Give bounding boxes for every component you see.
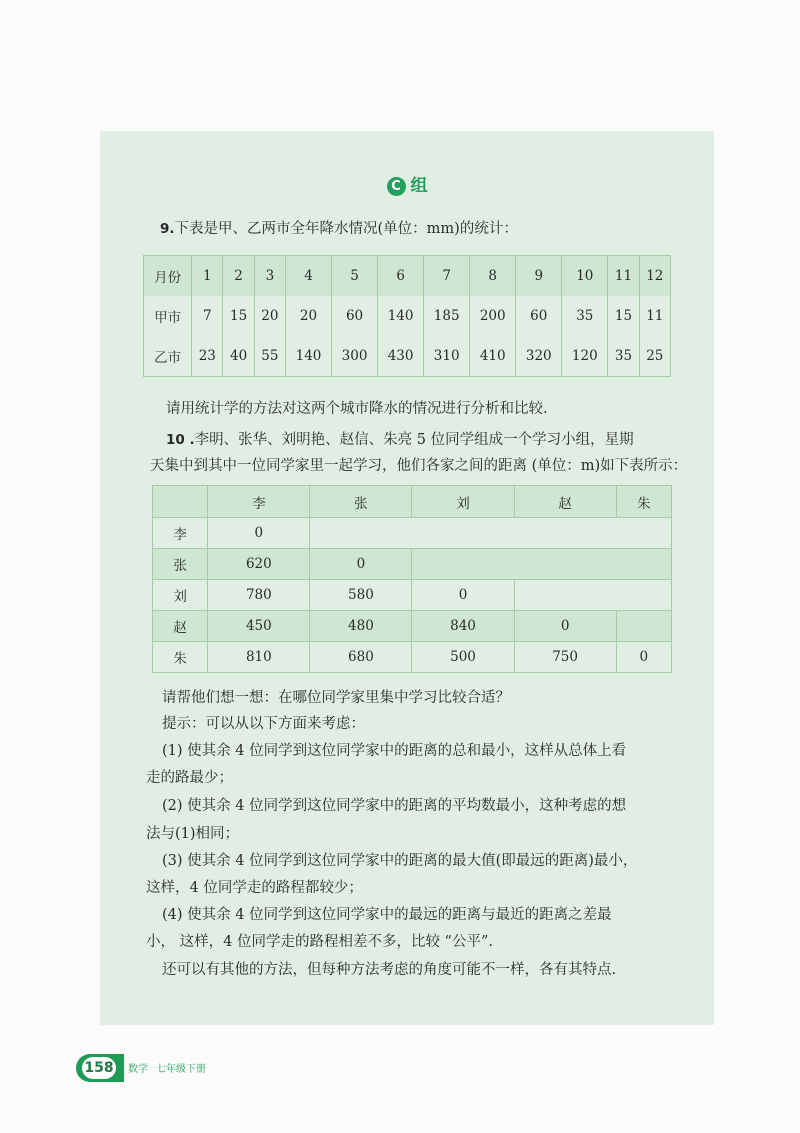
q10-hint: 提示：可以从以下方面来考虑： <box>162 716 365 732</box>
rainfall-header-cell: 10 <box>562 256 608 297</box>
distance-row-label: 张 <box>153 549 208 580</box>
book-grade: 七年级下册 <box>156 1064 206 1075</box>
rainfall-header-cell: 8 <box>470 256 516 297</box>
rainfall-cell: 310 <box>424 336 470 377</box>
rainfall-cell: 60 <box>516 296 562 336</box>
group-heading <box>100 171 714 196</box>
rainfall-row-jia <box>144 296 671 336</box>
rainfall-cell: 20 <box>254 296 285 336</box>
rainfall-cell: 120 <box>562 336 608 377</box>
rainfall-header-cell: 月份 <box>144 256 192 297</box>
rainfall-cell: 200 <box>470 296 516 336</box>
rainfall-header-row <box>144 256 671 297</box>
rainfall-cell: 430 <box>378 336 424 377</box>
distance-header-cell: 朱 <box>616 486 671 518</box>
distance-cell: 0 <box>412 580 514 611</box>
rainfall-header-cell: 9 <box>516 256 562 297</box>
distance-row-label: 朱 <box>153 642 208 673</box>
rainfall-header-cell: 11 <box>608 256 639 297</box>
distance-row <box>153 518 672 549</box>
hint4-line1: (4) 使其余 4 位同学到这位同学家中的最远的距离与最近的距离之差最 <box>162 907 612 923</box>
exercise-panel <box>100 131 714 1025</box>
page-number: 158 <box>82 1057 116 1079</box>
rainfall-cell: 35 <box>608 336 639 377</box>
distance-row <box>153 580 672 611</box>
rainfall-header-cell: 6 <box>378 256 424 297</box>
rainfall-cell: 140 <box>378 296 424 336</box>
rainfall-cell: 320 <box>516 336 562 377</box>
distance-row-label: 刘 <box>153 580 208 611</box>
distance-cell: 0 <box>208 518 310 549</box>
q10-line2: 天集中到其中一位同学家里一起学习，他们各家之间的距离 (单位：m)如下表所示： <box>150 458 688 474</box>
book-subject: 数学 <box>128 1064 148 1075</box>
distance-cell: 0 <box>616 642 671 673</box>
distance-header-cell: 张 <box>310 486 412 518</box>
q10-closing: 还可以有其他的方法，但每种方法考虑的角度可能不一样，各有其特点. <box>162 962 617 978</box>
distance-row <box>153 611 672 642</box>
distance-header-cell: 刘 <box>412 486 514 518</box>
page-footer <box>76 1054 336 1082</box>
distance-cell: 620 <box>208 549 310 580</box>
distance-cell: 0 <box>310 549 412 580</box>
rainfall-cell: 乙市 <box>144 336 192 377</box>
distance-cell: 780 <box>208 580 310 611</box>
rainfall-cell: 60 <box>332 296 378 336</box>
book-info <box>128 1060 214 1075</box>
rainfall-table <box>143 255 671 377</box>
hint4-line2: 小， 这样，4 位同学走的路程相差不多，比较 “公平”. <box>146 934 493 950</box>
rainfall-cell: 23 <box>192 336 223 377</box>
hint2-line2: 法与(1)相同； <box>146 826 240 842</box>
distance-header-cell: 李 <box>208 486 310 518</box>
distance-row-label: 李 <box>153 518 208 549</box>
distance-cell: 500 <box>412 642 514 673</box>
rainfall-cell: 35 <box>562 296 608 336</box>
rainfall-cell: 7 <box>192 296 223 336</box>
distance-header-cell <box>153 486 208 518</box>
distance-empty <box>412 549 672 580</box>
rainfall-cell: 410 <box>470 336 516 377</box>
q9-number: 9. <box>160 221 175 237</box>
q9-stem <box>160 219 518 239</box>
rainfall-header-cell: 7 <box>424 256 470 297</box>
q10-line1 <box>166 430 634 450</box>
distance-cell: 0 <box>514 611 616 642</box>
hint3-line1: (3) 使其余 4 位同学到这位同学家中的距离的最大值(即最远的距离)最小， <box>162 853 638 869</box>
distance-row <box>153 549 672 580</box>
hint1-line1: (1) 使其余 4 位同学到这位同学家中的距离的总和最小，这样从总体上看 <box>162 743 627 759</box>
rainfall-cell: 20 <box>286 296 332 336</box>
distance-header-row <box>153 486 672 518</box>
distance-header-cell: 赵 <box>514 486 616 518</box>
hint1-line2: 走的路最少； <box>146 770 233 786</box>
rainfall-cell: 15 <box>608 296 639 336</box>
rainfall-header-cell: 5 <box>332 256 378 297</box>
q10-number: 10 . <box>166 432 195 448</box>
distance-cell: 480 <box>310 611 412 642</box>
rainfall-cell: 140 <box>286 336 332 377</box>
rainfall-header-cell: 3 <box>254 256 285 297</box>
q9-question: 请用统计学的方法对这两个城市降水的情况进行分析和比较. <box>166 401 548 417</box>
q10-ask: 请帮他们想一想：在哪位同学家里集中学习比较合适？ <box>162 690 510 706</box>
distance-empty <box>310 518 672 549</box>
hint3-line2: 这样，4 位同学走的路程都较少； <box>146 880 363 896</box>
group-label: 组 <box>410 176 428 196</box>
distance-cell: 810 <box>208 642 310 673</box>
distance-cell: 840 <box>412 611 514 642</box>
distance-cell: 450 <box>208 611 310 642</box>
rainfall-header-cell: 12 <box>639 256 670 297</box>
distance-cell: 680 <box>310 642 412 673</box>
rainfall-cell: 300 <box>332 336 378 377</box>
distance-empty <box>616 611 671 642</box>
distance-cell: 580 <box>310 580 412 611</box>
rainfall-header-cell: 2 <box>223 256 254 297</box>
distance-cell: 750 <box>514 642 616 673</box>
rainfall-cell: 11 <box>646 308 664 324</box>
hint2-line1: (2) 使其余 4 位同学到这位同学家中的距离的平均数最小，这种考虑的想 <box>162 798 627 814</box>
rainfall-cell: 40 <box>223 336 254 377</box>
rainfall-row-yi <box>144 336 671 377</box>
rainfall-cell: 55 <box>254 336 285 377</box>
distance-table <box>152 485 672 673</box>
distance-row <box>153 642 672 673</box>
rainfall-cell: 甲市 <box>144 296 192 336</box>
distance-row-label: 赵 <box>153 611 208 642</box>
q10-text-line1: 李明、张华、刘明艳、赵信、朱亮 5 位同学组成一个学习小组，星期 <box>194 432 634 448</box>
page-number-tab <box>76 1054 124 1082</box>
rainfall-header-cell: 1 <box>192 256 223 297</box>
group-badge: C <box>387 177 406 196</box>
q9-text: 下表是甲、乙两市全年降水情况(单位：mm)的统计： <box>174 221 518 237</box>
rainfall-cell: 185 <box>424 296 470 336</box>
rainfall-cell: 25 <box>646 348 664 364</box>
distance-empty <box>514 580 671 611</box>
rainfall-header-cell: 4 <box>286 256 332 297</box>
rainfall-cell: 15 <box>223 296 254 336</box>
